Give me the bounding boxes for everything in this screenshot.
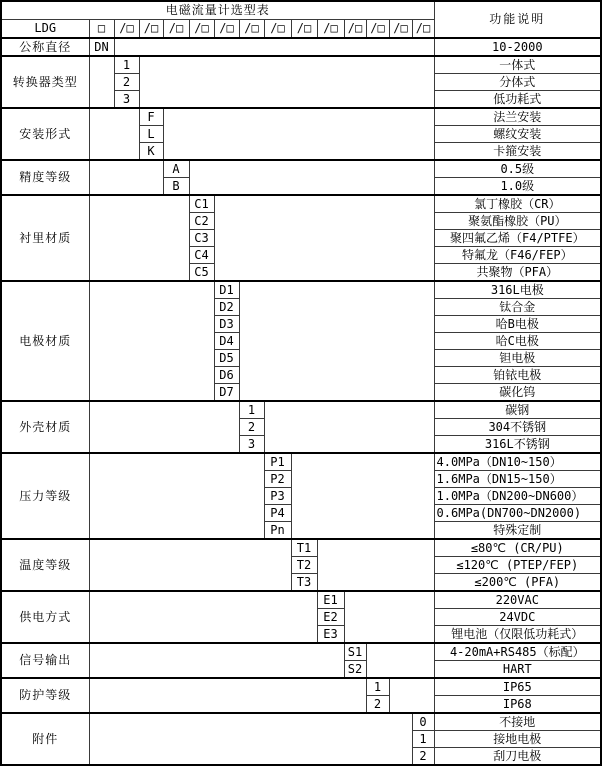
- desc-cell: 1.0MPa（DN200~DN600）: [434, 488, 601, 505]
- spacer-cell: [89, 643, 344, 678]
- desc-cell: 1.0级: [434, 178, 601, 196]
- code-cell: 1: [114, 56, 139, 74]
- desc-cell: ≤80℃ (CR/PU): [434, 539, 601, 557]
- option-row: [1, 591, 601, 609]
- desc-cell: 碳化钨: [434, 384, 601, 402]
- desc-cell: HART: [434, 661, 601, 679]
- spacer-cell: [189, 160, 434, 195]
- code-cell: D4: [214, 333, 239, 350]
- code-cell: P3: [264, 488, 291, 505]
- spacer-cell: [389, 678, 434, 713]
- code-cell: Pn: [264, 522, 291, 540]
- code-cell: 1: [412, 731, 434, 748]
- model-slot-box: /□: [291, 20, 317, 39]
- spacer-cell: [239, 281, 434, 401]
- option-row: [1, 453, 601, 471]
- model-prefix-label: LDG: [1, 20, 89, 39]
- code-cell: A: [163, 160, 189, 178]
- spacer-cell: [163, 108, 434, 160]
- code-cell: E3: [317, 626, 344, 644]
- option-row: [1, 160, 601, 178]
- code-cell: 3: [114, 91, 139, 109]
- spacer-cell: [291, 453, 434, 539]
- desc-cell: 氯丁橡胶（CR）: [434, 195, 601, 213]
- spacer-cell: [89, 56, 114, 108]
- category-cell: 供电方式: [1, 591, 89, 643]
- desc-cell: 10-2000: [434, 38, 601, 56]
- spacer-cell: [264, 401, 434, 453]
- spacer-cell: [89, 713, 412, 765]
- desc-cell: 304不锈钢: [434, 419, 601, 436]
- category-cell: 温度等级: [1, 539, 89, 591]
- spacer-cell: [344, 591, 434, 643]
- model-code-box: □: [89, 20, 114, 39]
- code-cell: B: [163, 178, 189, 196]
- desc-cell: 螺纹安装: [434, 126, 601, 143]
- code-cell: C5: [189, 264, 214, 282]
- desc-cell: 哈C电极: [434, 333, 601, 350]
- desc-cell: 分体式: [434, 74, 601, 91]
- desc-cell: 卡箍安装: [434, 143, 601, 161]
- spacer-cell: [89, 401, 239, 453]
- code-cell: S1: [344, 643, 366, 661]
- desc-cell: 刮刀电极: [434, 748, 601, 766]
- desc-cell: 特氟龙（F46/FEP）: [434, 247, 601, 264]
- option-row: [1, 108, 601, 126]
- code-cell: P4: [264, 505, 291, 522]
- code-cell: 2: [114, 74, 139, 91]
- option-row: [1, 56, 601, 74]
- spacer-cell: [89, 591, 317, 643]
- desc-cell: 聚氨酯橡胶（PU）: [434, 213, 601, 230]
- desc-cell: 1.6MPa（DN15~150）: [434, 471, 601, 488]
- desc-cell: 0.6MPa(DN700~DN2000): [434, 505, 601, 522]
- model-slot-box: /□: [163, 20, 189, 39]
- code-cell: 0: [412, 713, 434, 731]
- desc-cell: 钛合金: [434, 299, 601, 316]
- desc-cell: 铂铱电极: [434, 367, 601, 384]
- code-cell: C2: [189, 213, 214, 230]
- model-slot-box: /□: [239, 20, 264, 39]
- code-cell: 2: [366, 696, 389, 714]
- option-row: [1, 195, 601, 213]
- spacer-cell: [89, 539, 291, 591]
- model-slot-box: /□: [317, 20, 344, 39]
- desc-cell: 法兰安装: [434, 108, 601, 126]
- model-slot-box: /□: [412, 20, 434, 39]
- option-row: [1, 401, 601, 419]
- option-row: [1, 678, 601, 696]
- code-cell: C4: [189, 247, 214, 264]
- code-cell: S2: [344, 661, 366, 679]
- category-cell: 公称直径: [1, 38, 89, 56]
- model-slot-box: /□: [214, 20, 239, 39]
- spacer-cell: [317, 539, 434, 591]
- category-cell: 衬里材质: [1, 195, 89, 281]
- option-row: [1, 539, 601, 557]
- desc-cell: 聚四氟乙烯（F4/PTFE）: [434, 230, 601, 247]
- code-cell: E1: [317, 591, 344, 609]
- desc-cell: IP68: [434, 696, 601, 714]
- code-cell: D2: [214, 299, 239, 316]
- desc-cell: 220VAC: [434, 591, 601, 609]
- model-slot-box: /□: [366, 20, 389, 39]
- code-cell: T1: [291, 539, 317, 557]
- desc-cell: 低功耗式: [434, 91, 601, 109]
- code-cell: D7: [214, 384, 239, 402]
- option-row: [1, 281, 601, 299]
- model-slot-box: /□: [344, 20, 366, 39]
- category-cell: 电极材质: [1, 281, 89, 401]
- desc-cell: 0.5级: [434, 160, 601, 178]
- code-cell: 3: [239, 436, 264, 454]
- desc-cell: 碳钢: [434, 401, 601, 419]
- desc-cell: 一体式: [434, 56, 601, 74]
- category-cell: 防护等级: [1, 678, 89, 713]
- desc-cell: 316L电极: [434, 281, 601, 299]
- category-cell: 压力等级: [1, 453, 89, 539]
- spacer-cell: [114, 38, 434, 56]
- code-cell: 2: [239, 419, 264, 436]
- desc-cell: 4-20mA+RS485（标配）: [434, 643, 601, 661]
- code-cell: 1: [366, 678, 389, 696]
- category-cell: 外壳材质: [1, 401, 89, 453]
- model-slot-box: /□: [264, 20, 291, 39]
- spacer-cell: [89, 678, 366, 713]
- desc-cell: 316L不锈钢: [434, 436, 601, 454]
- code-cell: E2: [317, 609, 344, 626]
- code-cell: P1: [264, 453, 291, 471]
- desc-cell: 哈B电极: [434, 316, 601, 333]
- code-cell: K: [139, 143, 163, 161]
- code-cell: F: [139, 108, 163, 126]
- model-slot-box: /□: [114, 20, 139, 39]
- code-cell: C3: [189, 230, 214, 247]
- spacer-cell: [89, 281, 214, 401]
- table-title: 电磁流量计选型表: [1, 1, 434, 20]
- desc-cell: 接地电极: [434, 731, 601, 748]
- desc-cell: 4.0MPa（DN10~150）: [434, 453, 601, 471]
- spacer-cell: [89, 453, 264, 539]
- code-cell: D6: [214, 367, 239, 384]
- code-cell: DN: [89, 38, 114, 56]
- desc-cell: IP65: [434, 678, 601, 696]
- desc-cell: ≤120℃ (PTEP/FEP): [434, 557, 601, 574]
- title-row: [1, 1, 601, 20]
- desc-cell: 特殊定制: [434, 522, 601, 540]
- desc-cell: 24VDC: [434, 609, 601, 626]
- spacer-cell: [89, 195, 189, 281]
- code-cell: L: [139, 126, 163, 143]
- spacer-cell: [89, 160, 163, 195]
- code-cell: C1: [189, 195, 214, 213]
- category-cell: 转换器类型: [1, 56, 89, 108]
- spacer-cell: [139, 56, 434, 108]
- option-row: [1, 713, 601, 731]
- nominal-diameter-row: [1, 38, 601, 56]
- option-row: [1, 643, 601, 661]
- code-cell: T2: [291, 557, 317, 574]
- category-cell: 精度等级: [1, 160, 89, 195]
- code-cell: 1: [239, 401, 264, 419]
- desc-cell: 不接地: [434, 713, 601, 731]
- code-cell: D1: [214, 281, 239, 299]
- model-slot-box: /□: [389, 20, 412, 39]
- desc-cell: 锂电池（仅限低功耗式）: [434, 626, 601, 644]
- function-description-header: 功能说明: [434, 1, 601, 38]
- code-cell: 2: [412, 748, 434, 766]
- desc-cell: 钽电极: [434, 350, 601, 367]
- model-slot-box: /□: [139, 20, 163, 39]
- category-cell: 安装形式: [1, 108, 89, 160]
- model-slot-box: /□: [189, 20, 214, 39]
- spacer-cell: [214, 195, 434, 281]
- spacer-cell: [366, 643, 434, 678]
- desc-cell: 共聚物（PFA）: [434, 264, 601, 282]
- category-cell: 信号输出: [1, 643, 89, 678]
- code-cell: D5: [214, 350, 239, 367]
- spacer-cell: [89, 108, 139, 160]
- code-cell: P2: [264, 471, 291, 488]
- code-cell: T3: [291, 574, 317, 592]
- code-cell: D3: [214, 316, 239, 333]
- desc-cell: ≤200℃ (PFA): [434, 574, 601, 592]
- category-cell: 附件: [1, 713, 89, 765]
